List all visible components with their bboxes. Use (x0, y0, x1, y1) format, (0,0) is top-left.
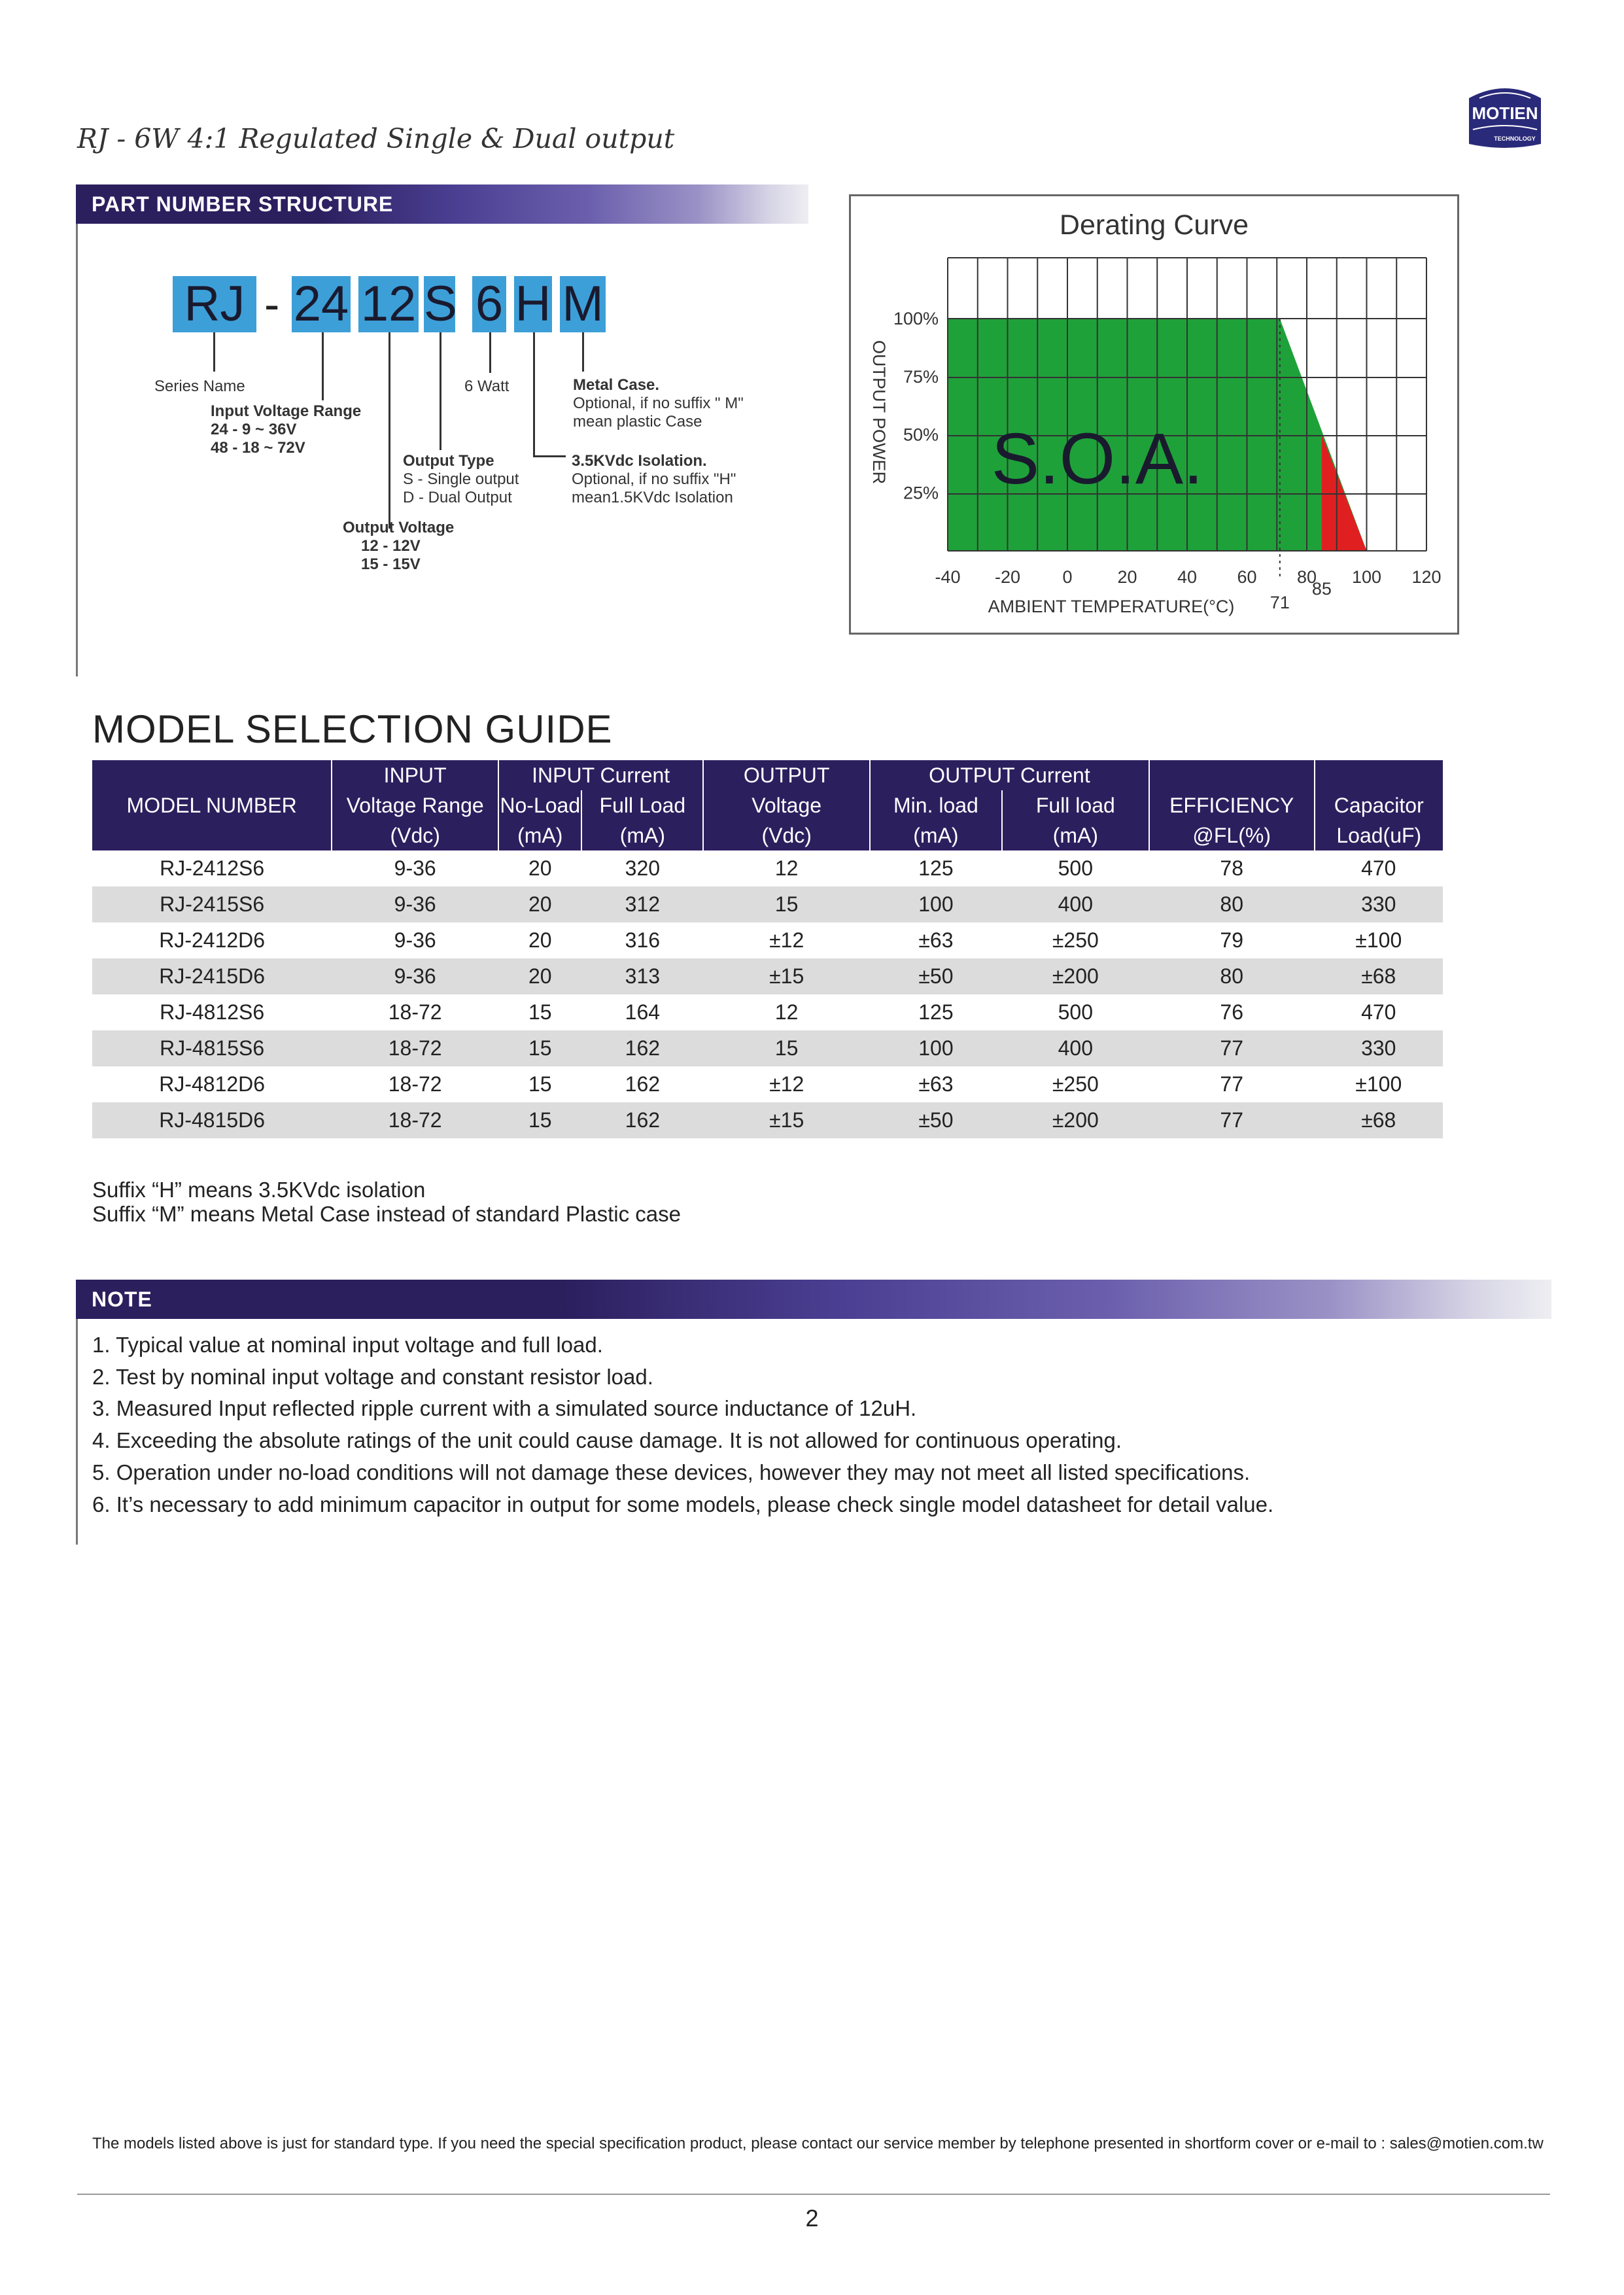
table-row (92, 1066, 1443, 1102)
th-full-load-unit: (mA) (581, 820, 703, 850)
th-efficiency: EFFICIENCY (1149, 790, 1315, 820)
cell-cap: ±68 (1315, 1102, 1443, 1138)
connector-case (582, 332, 584, 372)
x-tick-label: -20 (994, 567, 1021, 587)
cell-cap: ±100 (1355, 1072, 1402, 1096)
cell-eff: 80 (1149, 958, 1315, 994)
th-eff-blank (1149, 760, 1315, 790)
th-min-load-unit: (mA) (870, 820, 1002, 850)
th-input: INPUT (332, 760, 498, 790)
th-voltage-range: Voltage Range (332, 790, 498, 820)
pn-isolation: H (515, 276, 551, 332)
y-tick-label: 25% (903, 483, 939, 503)
cell-cap: 470 (1361, 1000, 1396, 1024)
cell-model: RJ-2412D6 (159, 928, 266, 952)
label-isolation-l1: Optional, if no suffix "H" (572, 470, 736, 488)
cell-fullload: 316 (625, 928, 661, 952)
label-output-voltage-title: Output Voltage (343, 519, 455, 536)
cell-min: ±50 (870, 1102, 1002, 1138)
part-number-header-band (76, 184, 808, 224)
cell-vout: ±15 (703, 1102, 870, 1138)
label-series-name: Series Name (154, 377, 245, 395)
cell-vin: 9-36 (332, 958, 498, 994)
cell-vin: 18-72 (388, 1072, 442, 1096)
cell-fullload: 164 (625, 1000, 661, 1024)
cell-cap: ±68 (1315, 958, 1443, 994)
pn-dash: - (264, 279, 280, 330)
pn-case: M (560, 276, 606, 332)
cell-noload: 15 (528, 1000, 552, 1024)
cell-fullload: 313 (581, 958, 703, 994)
part-number-section-title: PART NUMBER STRUCTURE (92, 192, 394, 216)
soa-label: S.O.A. (991, 419, 1203, 500)
cell-full: 500 (1058, 1000, 1094, 1024)
cell-full: ±200 (1002, 1102, 1149, 1138)
footer-rule (77, 2194, 1550, 2195)
x-tick-label: 100 (1351, 567, 1382, 587)
cell-vout: ±12 (769, 1072, 804, 1096)
th-model-blank-2 (92, 820, 332, 850)
cell-min: 125 (918, 856, 954, 880)
cell-cap: 470 (1361, 856, 1396, 880)
th-model-blank (92, 760, 332, 790)
cell-full: 500 (1058, 856, 1094, 880)
table-row (92, 958, 1443, 994)
table-row (92, 886, 1443, 922)
cell-min: ±63 (918, 928, 954, 952)
label-isolation-title: 3.5KVdc Isolation. (572, 452, 707, 470)
th-input-unit: (Vdc) (332, 820, 498, 850)
table-row (92, 1102, 1443, 1138)
cell-vout: 15 (703, 1030, 870, 1066)
cell-model: RJ-2412S6 (160, 856, 265, 880)
cell-vout: 12 (774, 1000, 799, 1024)
x-axis-title: AMBIENT TEMPERATURE(°C) (988, 597, 1235, 616)
pn-input-voltage: 24 (292, 276, 351, 332)
note-rule-left (76, 1280, 78, 1545)
label-output-voltage-12: 12 - 12V (361, 537, 421, 555)
label-metal-title: Metal Case. (573, 376, 660, 394)
label-output-voltage-15: 15 - 15V (361, 555, 421, 573)
y-tick-label: 50% (903, 425, 939, 445)
motien-logo (1460, 79, 1550, 152)
x-tick-label: -40 (935, 567, 961, 587)
cell-eff: 77 (1149, 1102, 1315, 1138)
label-output-type-d: D - Dual Output (403, 489, 512, 506)
y-axis-title: OUTPUT POWER (869, 340, 889, 485)
cell-model: RJ-4815D6 (92, 1102, 332, 1138)
derating-chart (849, 194, 1459, 635)
connector-watt (489, 332, 491, 373)
footer-note: The models listed above is just for standard type. If you need the special specification product, please contact our service member by telephone presented in shortform cover or e-mail to : sales@motien.com.tw (92, 2135, 1544, 2152)
chart-title: Derating Curve (1059, 209, 1249, 241)
pn-watt: 6 (472, 276, 506, 332)
connector-isolation (533, 332, 535, 457)
th-capacitor-unit: Load(uF) (1315, 820, 1443, 850)
cell-vin: 9-36 (394, 928, 436, 952)
label-output-type-s: S - Single output (403, 470, 519, 488)
cell-noload: 20 (498, 958, 581, 994)
connector-isolation-h (533, 455, 566, 457)
note-header-band (76, 1280, 1551, 1319)
note-item-1: 1. Typical value at nominal input voltage and full load. (92, 1333, 603, 1357)
th-no-load-unit: (mA) (498, 820, 581, 850)
note-section-title: NOTE (92, 1288, 152, 1311)
th-model-number: MODEL NUMBER (92, 790, 332, 820)
th-output: OUTPUT (703, 760, 870, 790)
cell-eff: 77 (1220, 1072, 1243, 1096)
suffix-m-note: Suffix “M” means Metal Case instead of standard Plastic case (92, 1202, 681, 1226)
cell-model: RJ-2415S6 (92, 886, 332, 922)
note-item-5: 5. Operation under no-load conditions will not damage these devices, however they may not meet all listed specifications. (92, 1460, 1251, 1484)
label-watt: 6 Watt (464, 377, 510, 395)
cell-min: 100 (870, 1030, 1002, 1066)
x-tick-label: 120 (1411, 567, 1442, 587)
document-title: RJ - 6W 4:1 Regulated Single & Dual output (77, 123, 675, 154)
section-rule-left (76, 184, 78, 676)
cell-vin: 18-72 (332, 1030, 498, 1066)
connector-output-voltage (389, 332, 390, 529)
x-tick-label: 20 (1117, 567, 1137, 587)
y-tick-label: 75% (903, 366, 939, 387)
cell-fullload: 162 (581, 1102, 703, 1138)
table-row (92, 922, 1443, 958)
th-output-full-load: Full load (1002, 790, 1149, 820)
connector-output-type (440, 332, 441, 450)
table-row (92, 994, 1443, 1030)
label-input-range-title: Input Voltage Range (211, 402, 362, 420)
cell-vin: 18-72 (388, 1000, 442, 1024)
model-selection-title: MODEL SELECTION GUIDE (92, 707, 613, 751)
x-tick-label: 0 (1062, 567, 1073, 587)
cell-full: ±250 (1052, 928, 1099, 952)
cell-full: 400 (1002, 886, 1149, 922)
cell-noload: 15 (528, 1072, 552, 1096)
x-tick-label: 60 (1237, 567, 1257, 587)
cell-min: ±50 (870, 958, 1002, 994)
th-output-current: OUTPUT Current (870, 760, 1149, 790)
cell-cap: 330 (1315, 1030, 1443, 1066)
cell-vout: 12 (774, 856, 799, 880)
cell-vin: 9-36 (394, 856, 436, 880)
cell-eff: 76 (1220, 1000, 1243, 1024)
cell-min: ±63 (918, 1072, 954, 1096)
cell-noload: 15 (498, 1030, 581, 1066)
th-output-full-load-unit: (mA) (1002, 820, 1149, 850)
x-tick-label: 40 (1177, 567, 1198, 587)
pn-output-type: S (424, 276, 457, 332)
pn-output-voltage: 12 (358, 276, 419, 332)
cell-noload: 15 (498, 1102, 581, 1138)
note-item-3: 3. Measured Input reflected ripple current with a simulated source inductance of 12uH. (92, 1396, 917, 1420)
cell-vin: 18-72 (332, 1102, 498, 1138)
cell-full: ±250 (1052, 1072, 1099, 1096)
table-row (92, 1030, 1443, 1066)
cell-vout: 15 (703, 886, 870, 922)
label-input-24: 24 - 9 ~ 36V (211, 421, 297, 438)
svg-text:TECHNOLOGY: TECHNOLOGY (1494, 135, 1536, 142)
cell-full: 400 (1002, 1030, 1149, 1066)
label-metal-l1: Optional, if no suffix " M" (573, 394, 744, 412)
cell-model: RJ-2415D6 (92, 958, 332, 994)
motien-logo-graphic (1460, 79, 1550, 152)
th-cap-blank (1315, 760, 1443, 790)
cell-cap: 330 (1315, 886, 1443, 922)
model-selection-table (92, 760, 1443, 1138)
connector-input (322, 332, 324, 400)
label-isolation-l2: mean1.5KVdc Isolation (572, 489, 733, 506)
suffix-h-note: Suffix “H” means 3.5KVdc isolation (92, 1178, 426, 1202)
note-item-6: 6. It’s necessary to add minimum capacitor in output for some models, please check single model datasheet for detail value. (92, 1492, 1274, 1516)
svg-text:MOTIEN: MOTIEN (1472, 103, 1538, 123)
note-item-4: 4. Exceeding the absolute ratings of the unit could cause damage. It is not allowed for continuous operating. (92, 1428, 1122, 1452)
annotation-71: 71 (1270, 593, 1290, 612)
label-input-48: 48 - 18 ~ 72V (211, 439, 305, 457)
cell-min: 100 (870, 886, 1002, 922)
connector-series (213, 332, 215, 372)
cell-fullload: 312 (581, 886, 703, 922)
th-output-voltage: Voltage (703, 790, 870, 820)
note-item-2: 2. Test by nominal input voltage and constant resistor load. (92, 1365, 653, 1389)
cell-vout: ±15 (703, 958, 870, 994)
th-no-load: No-Load (498, 790, 581, 820)
y-tick-label: 100% (893, 309, 939, 328)
label-metal-l2: mean plastic Case (573, 413, 702, 430)
cell-fullload: 162 (581, 1030, 703, 1066)
th-min-load: Min. load (870, 790, 1002, 820)
annotation-85: 85 (1311, 579, 1332, 599)
cell-fullload: 162 (625, 1072, 661, 1096)
cell-fullload: 320 (625, 856, 661, 880)
pn-series: RJ (173, 276, 256, 332)
th-output-unit: (Vdc) (703, 820, 870, 850)
cell-eff: 79 (1220, 928, 1243, 952)
page-number: 2 (805, 2205, 819, 2232)
cell-eff: 77 (1149, 1030, 1315, 1066)
cell-eff: 80 (1149, 886, 1315, 922)
cell-cap: ±100 (1355, 928, 1402, 952)
cell-noload: 20 (498, 886, 581, 922)
cell-noload: 20 (528, 928, 552, 952)
th-efficiency-unit: @FL(%) (1149, 820, 1315, 850)
th-capacitor: Capacitor (1315, 790, 1443, 820)
derating-chart-plot (851, 196, 1457, 633)
cell-vin: 9-36 (332, 886, 498, 922)
cell-model: RJ-4812D6 (159, 1072, 266, 1096)
cell-noload: 20 (528, 856, 552, 880)
th-input-current: INPUT Current (498, 760, 703, 790)
x-tick-label: 80 (1296, 567, 1317, 587)
cell-full: ±200 (1002, 958, 1149, 994)
th-full-load: Full Load (581, 790, 703, 820)
label-output-type-title: Output Type (403, 452, 494, 470)
cell-model: RJ-4812S6 (160, 1000, 265, 1024)
table-row (92, 850, 1443, 886)
cell-model: RJ-4815S6 (92, 1030, 332, 1066)
cell-eff: 78 (1220, 856, 1243, 880)
cell-vout: ±12 (769, 928, 804, 952)
cell-min: 125 (918, 1000, 954, 1024)
